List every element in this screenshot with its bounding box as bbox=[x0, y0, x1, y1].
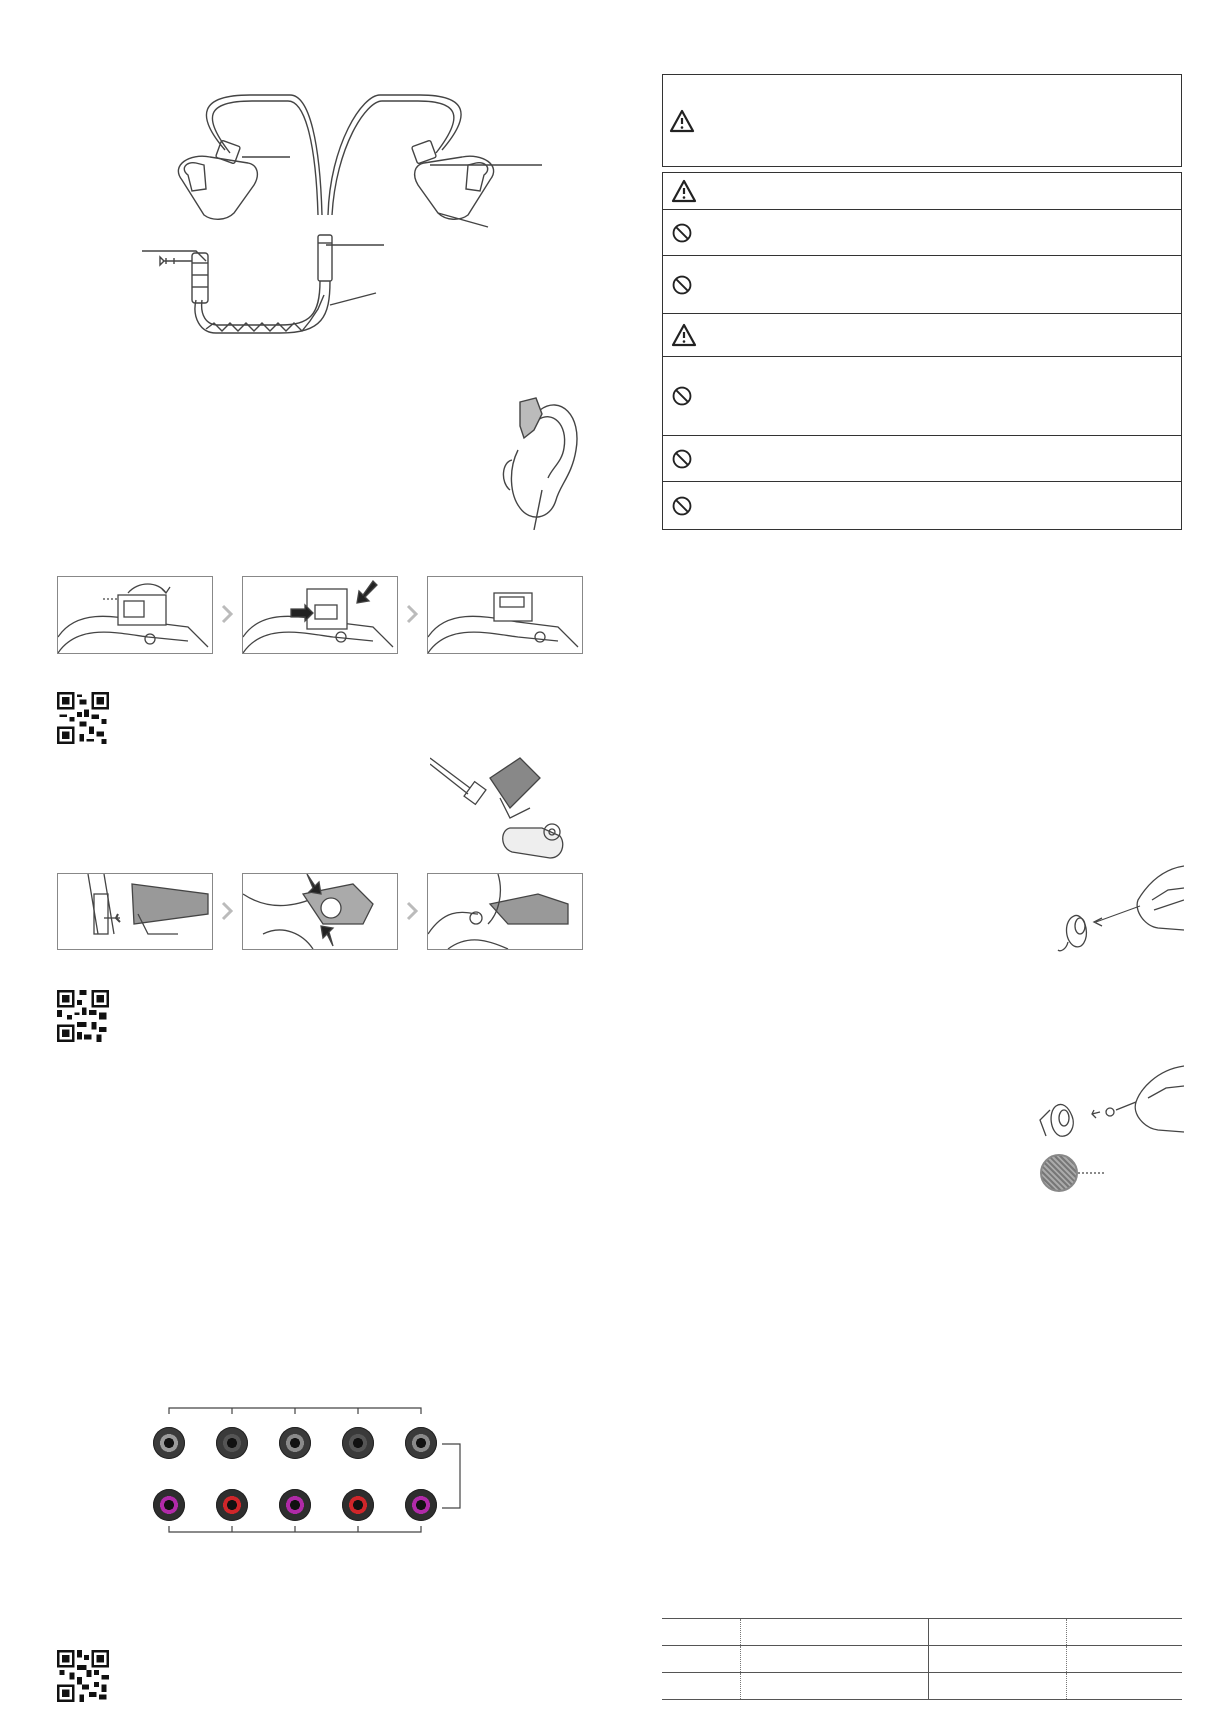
prohibition-icon bbox=[671, 274, 693, 296]
caution-row bbox=[663, 481, 1181, 529]
warning-triangle-icon bbox=[671, 323, 697, 347]
qr-code-icon[interactable] bbox=[57, 1650, 109, 1702]
eartip-standard bbox=[279, 1427, 311, 1459]
filter-leader-line bbox=[1078, 1170, 1106, 1176]
table-row bbox=[662, 1618, 1182, 1646]
warning-header-row bbox=[663, 173, 1181, 209]
warning-row bbox=[663, 255, 1181, 313]
step-panel-2 bbox=[242, 576, 398, 654]
eartip-colored bbox=[153, 1489, 185, 1521]
step-panel-4 bbox=[57, 873, 213, 950]
caution-header-row bbox=[663, 313, 1181, 356]
spec-table bbox=[662, 1618, 1182, 1700]
prohibition-icon bbox=[671, 385, 693, 407]
eartip-colored bbox=[279, 1489, 311, 1521]
filter-cleaning-illustration bbox=[1048, 860, 1184, 960]
eartip-standard bbox=[153, 1427, 185, 1459]
warning-triangle-icon bbox=[671, 179, 697, 203]
chevron-right-icon bbox=[405, 901, 419, 921]
qr-code-icon[interactable] bbox=[57, 692, 109, 744]
warning-row bbox=[663, 209, 1181, 255]
caution-row bbox=[663, 435, 1181, 481]
eartip-colored bbox=[216, 1489, 248, 1521]
step-panel-6 bbox=[427, 873, 583, 950]
step-panel-1 bbox=[57, 576, 213, 654]
eartip-colored bbox=[405, 1489, 437, 1521]
chevron-right-icon bbox=[405, 604, 419, 624]
safety-precautions-table bbox=[662, 172, 1182, 530]
table-row bbox=[662, 1673, 1182, 1700]
prohibition-icon bbox=[671, 222, 693, 244]
step-panel-3 bbox=[427, 576, 583, 654]
prohibition-icon bbox=[671, 448, 693, 470]
warning-triangle-icon bbox=[669, 109, 695, 133]
eartip-standard bbox=[342, 1427, 374, 1459]
caution-row bbox=[663, 356, 1181, 435]
prohibition-icon bbox=[671, 495, 693, 517]
eartip-standard bbox=[405, 1427, 437, 1459]
chevron-right-icon bbox=[220, 604, 234, 624]
step-panel-5 bbox=[242, 873, 398, 950]
eartip-standard bbox=[216, 1427, 248, 1459]
qr-code-icon[interactable] bbox=[57, 990, 109, 1042]
cable-detach-illustration bbox=[430, 748, 580, 868]
wearing-illustration bbox=[490, 390, 590, 530]
table-row bbox=[662, 1646, 1182, 1673]
chevron-right-icon bbox=[220, 901, 234, 921]
filter-mesh-disc bbox=[1040, 1154, 1078, 1192]
eartip-colored bbox=[342, 1489, 374, 1521]
earphone-overview-illustration bbox=[130, 85, 560, 355]
warning-box-top bbox=[662, 74, 1182, 167]
